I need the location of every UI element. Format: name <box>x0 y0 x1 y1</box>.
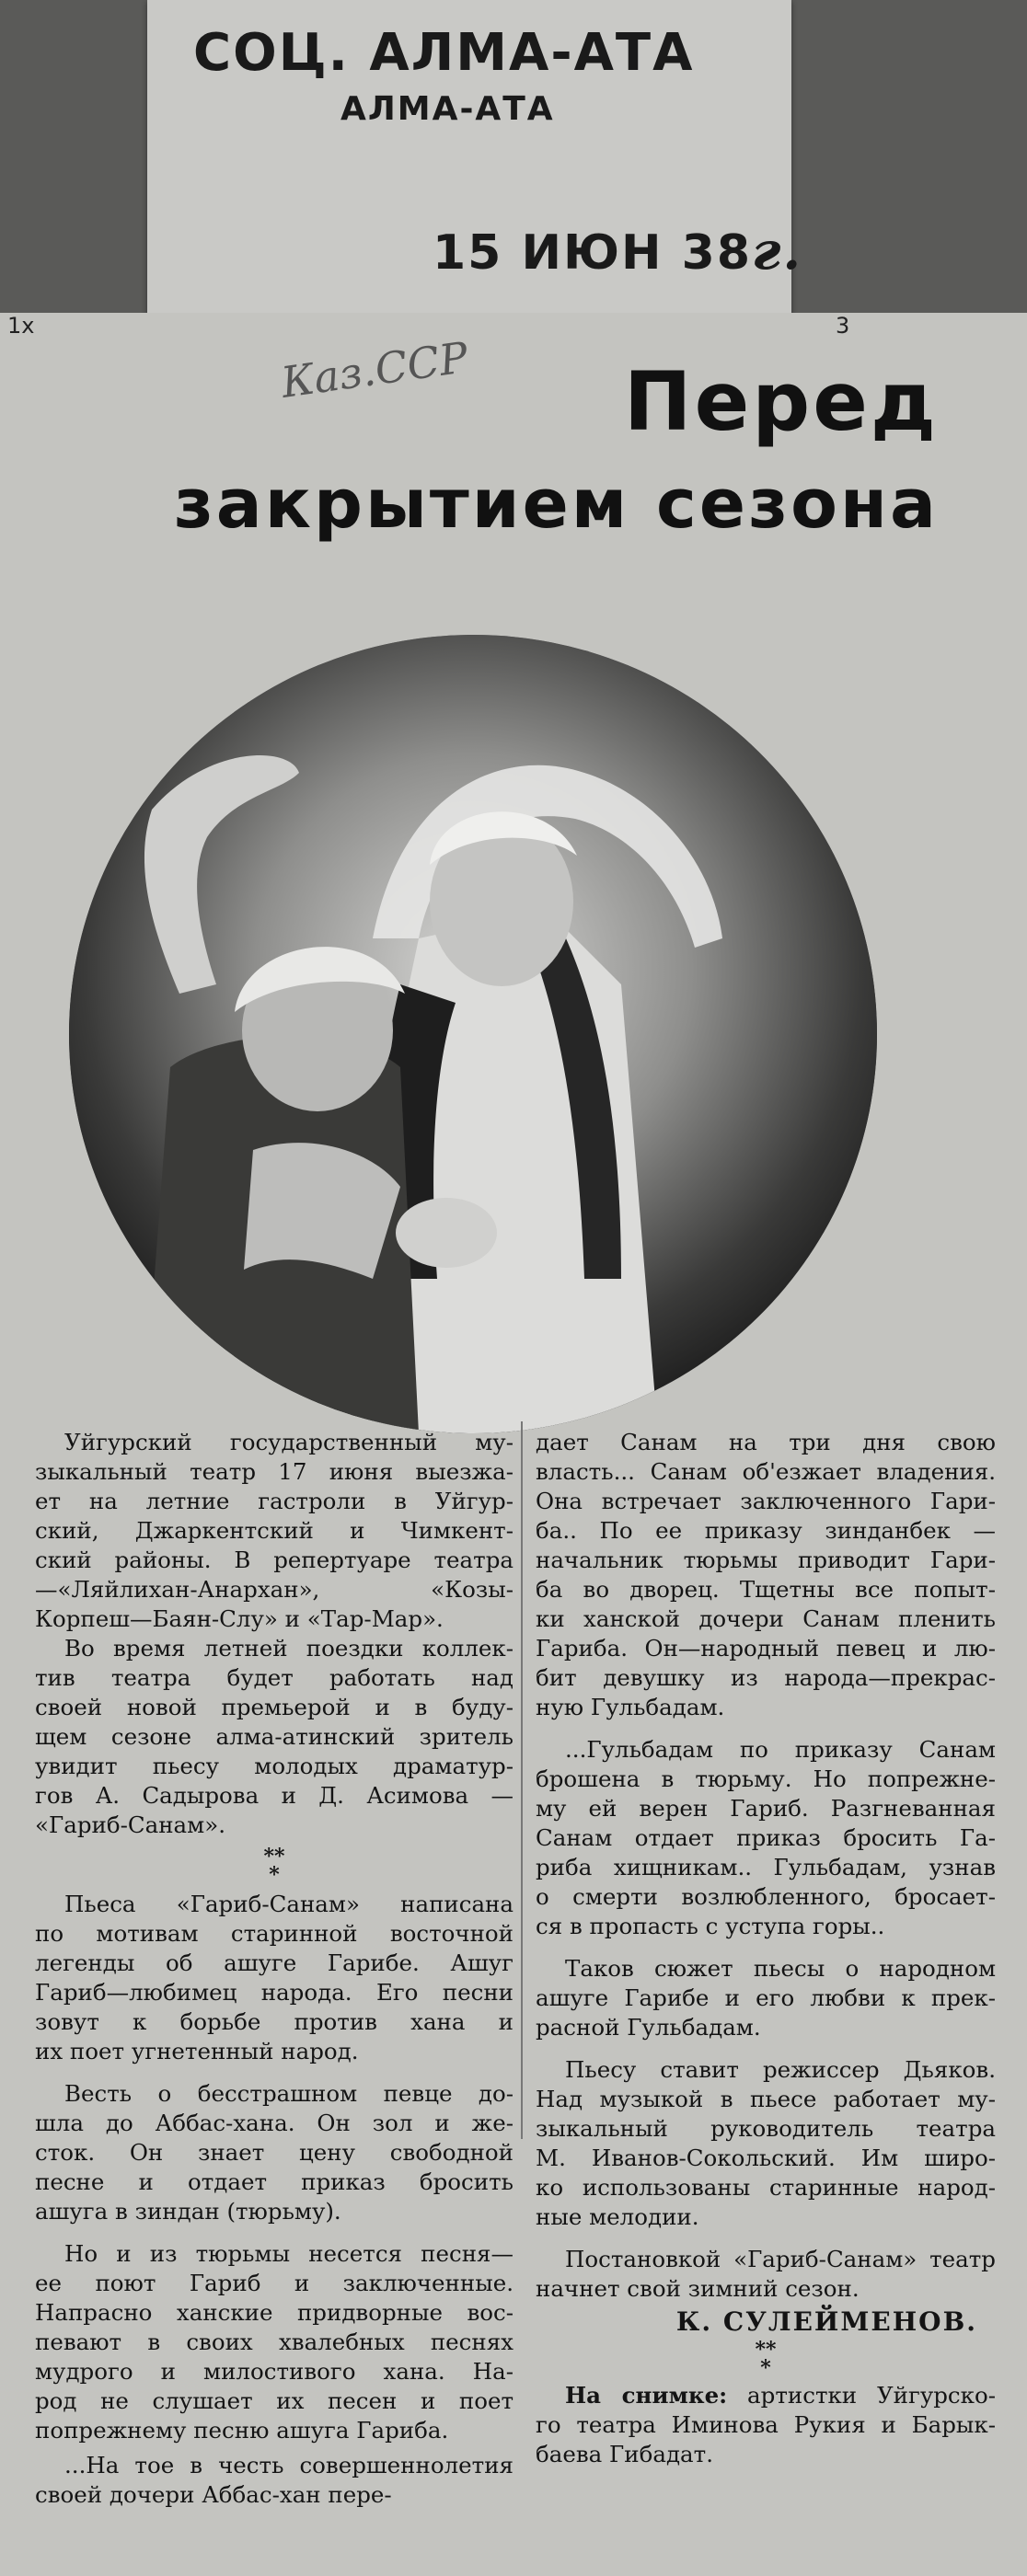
text-line: Гариба. Он—народный певец и лю- <box>536 1635 996 1662</box>
text-line: по мотивам старинной восточной <box>35 1920 514 1947</box>
date-stamp-text: 15 ИЮН 38 <box>433 225 753 281</box>
photo-caption <box>536 2381 996 2469</box>
text-line: бит девушку из народа—прекрас- <box>536 1664 996 1691</box>
text-line: начнет свой зимний сезон. <box>536 2275 860 2302</box>
date-stamp <box>433 221 802 282</box>
date-handwritten-suffix: г. <box>752 221 803 282</box>
text-line: расной Гульбадам. <box>536 2014 761 2041</box>
headline-line-1: Перед <box>623 354 939 449</box>
column-divider <box>521 1421 523 2139</box>
author-signature: К. СУЛЕЙМЕНОВ. <box>675 2306 977 2337</box>
paragraph-winter-season <box>536 2245 996 2304</box>
paragraph-gulbadam <box>536 1735 996 1941</box>
text-line: сток. Он знает цену свободной <box>35 2139 514 2166</box>
caption-lead: На снимке: <box>565 2382 728 2409</box>
text-line: зыкальный руководитель театра <box>536 2115 996 2142</box>
text-line: зыкальный театр 17 июня выезжа- <box>35 1458 514 1485</box>
text-line: Пьесу ставит режиссер Дьяков. <box>565 2056 996 2083</box>
paragraph-summer-tour <box>35 1634 514 1840</box>
text-line: легенды об ашуге Гарибе. Ашуг <box>35 1949 514 1976</box>
text-line: Корпеш—Баян-Слу» и «Тар-Мар». <box>35 1605 444 1632</box>
text-line: ся в пропасть с уступа горы.. <box>536 1913 885 1939</box>
text-line: ки ханской дочери Санам пленить <box>536 1605 996 1632</box>
text-line: ский, Джаркентский и Чимкент- <box>35 1517 514 1544</box>
text-line: ашуга в зиндан (тюрьму). <box>35 2198 341 2225</box>
text-line: гов А. Садырова и Д. Асимова — <box>35 1782 514 1809</box>
text-line: ную Гульбадам. <box>536 1694 725 1720</box>
headline-line-2: закрытием сезона <box>173 465 939 544</box>
text-line: Она встречает заключенного Гари- <box>536 1488 996 1514</box>
article-left-column <box>35 1428 514 2510</box>
text-line: Над музыкой в пьесе работает му- <box>536 2086 996 2112</box>
text-line: Напрасно ханские придворные вос- <box>35 2299 514 2326</box>
article-right-column <box>536 1428 996 2469</box>
text-line: ные мелодии. <box>536 2203 699 2230</box>
text-line: род не слушает их песен и поет <box>35 2387 514 2414</box>
text-line: увидит пьесу молодых драматур- <box>35 1753 514 1779</box>
caption-separator: ** * <box>755 2338 777 2380</box>
text-line: песне и отдает приказ бросить <box>35 2168 514 2195</box>
text-line: «Гариб-Санам». <box>35 1811 225 1838</box>
source-label-card <box>147 0 803 317</box>
paragraph-intro <box>35 1428 514 1634</box>
text-line: Во время летней поездки коллек- <box>64 1635 514 1662</box>
city-name: АЛМА-АТА <box>340 90 555 128</box>
text-line: Но и из тюрьмы несется песня— <box>64 2240 514 2267</box>
text-line: певают в своих хвалебных песнях <box>35 2329 514 2355</box>
column-marker-left: 1х <box>7 313 35 339</box>
text-line: щем сезоне алма-атинский зритель <box>35 1723 514 1750</box>
caption-text: го театра Иминова Рукия и Барык- <box>536 2411 996 2438</box>
newspaper-clipping <box>0 313 1027 2576</box>
paragraph-toi <box>35 2451 514 2510</box>
caption-text: баева Гибадат. <box>536 2441 713 2467</box>
text-line: попрежнему песню ашуга Гариба. <box>35 2417 449 2444</box>
text-line: Постановкой «Гариб-Санам» театр <box>565 2246 996 2272</box>
text-line: ба.. По ее приказу зинданбек — <box>536 1517 996 1544</box>
paragraph-sanam-power <box>536 1428 996 1722</box>
text-line: М. Иванов-Сокольский. Им широ- <box>536 2145 996 2171</box>
text-line: Уйгурский государственный му- <box>64 1429 514 1455</box>
text-line: зовут к борьбе против хана и <box>35 2008 514 2035</box>
text-line: —«Ляйлихан-Анархан», «Козы- <box>35 1576 514 1603</box>
text-line: шла до Аббас-хана. Он зол и же- <box>35 2110 514 2136</box>
text-line: ба во дворец. Тщетны все попыт- <box>536 1576 996 1603</box>
text-line: о смерти возлюбленного, бросает- <box>536 1883 996 1910</box>
dancers-photo <box>69 635 877 1433</box>
text-line: ет на летние гастроли в Уйгур- <box>35 1488 514 1514</box>
dancers-photo-illustration <box>69 635 877 1433</box>
text-line: ...На тое в честь совершеннолетия своей дочери Аббас-хан пере- <box>35 2452 514 2508</box>
caption-text: артистки Уйгурско- <box>747 2382 996 2409</box>
text-line: ский районы. В репертуаре театра <box>35 1547 514 1573</box>
text-line: тив театра будет работать над <box>35 1664 514 1691</box>
text-line: Санам отдает приказ бросить Га- <box>536 1824 996 1851</box>
text-line: му ей верен Гариб. Разгневанная <box>536 1795 996 1822</box>
text-line: их поет угнетенный народ. <box>35 2038 359 2064</box>
paragraph-abbas-khan <box>35 2079 514 2226</box>
text-line: мудрого и милостивого хана. На- <box>35 2358 514 2385</box>
text-line: ашуге Гарибе и его любви к прек- <box>536 1984 996 2011</box>
paragraph-prison-song <box>35 2239 514 2445</box>
newspaper-name: СОЦ. АЛМА-АТА <box>193 23 695 83</box>
text-line: Пьеса «Гариб-Санам» написана <box>64 1891 514 1917</box>
column-marker-right: 3 <box>836 313 850 339</box>
text-line: брошена в тюрьму. Но попрежне- <box>536 1765 996 1792</box>
text-line: риба хищникам.. Гульбадам, узнав <box>536 1854 996 1880</box>
text-line: начальник тюрьмы приводит Гари- <box>536 1547 996 1573</box>
handwritten-note: Каз.ССР <box>278 332 471 408</box>
text-line: своей новой премьерой и в буду- <box>35 1694 514 1720</box>
paragraph-play-origin <box>35 1890 514 2066</box>
paragraph-director <box>536 2055 996 2232</box>
text-line: власть... Санам об'езжает владения. <box>536 1458 996 1485</box>
text-line: ко использованы старинные народ- <box>536 2174 996 2201</box>
text-line: дает Санам на три дня свою <box>536 1429 996 1455</box>
text-line: Гариб—любимец народа. Его песни <box>35 1979 514 2006</box>
text-line: ...Гульбадам по приказу Санам <box>565 1736 996 1763</box>
text-line: Весть о бесстрашном певце до- <box>64 2080 514 2107</box>
text-line: Таков сюжет пьесы о народном <box>565 1955 996 1982</box>
paragraph-plot-summary <box>536 1954 996 2042</box>
section-separator: ** * <box>263 1845 285 1887</box>
caption-first-line <box>536 2381 996 2410</box>
text-line: ее поют Гариб и заключенные. <box>35 2270 514 2296</box>
